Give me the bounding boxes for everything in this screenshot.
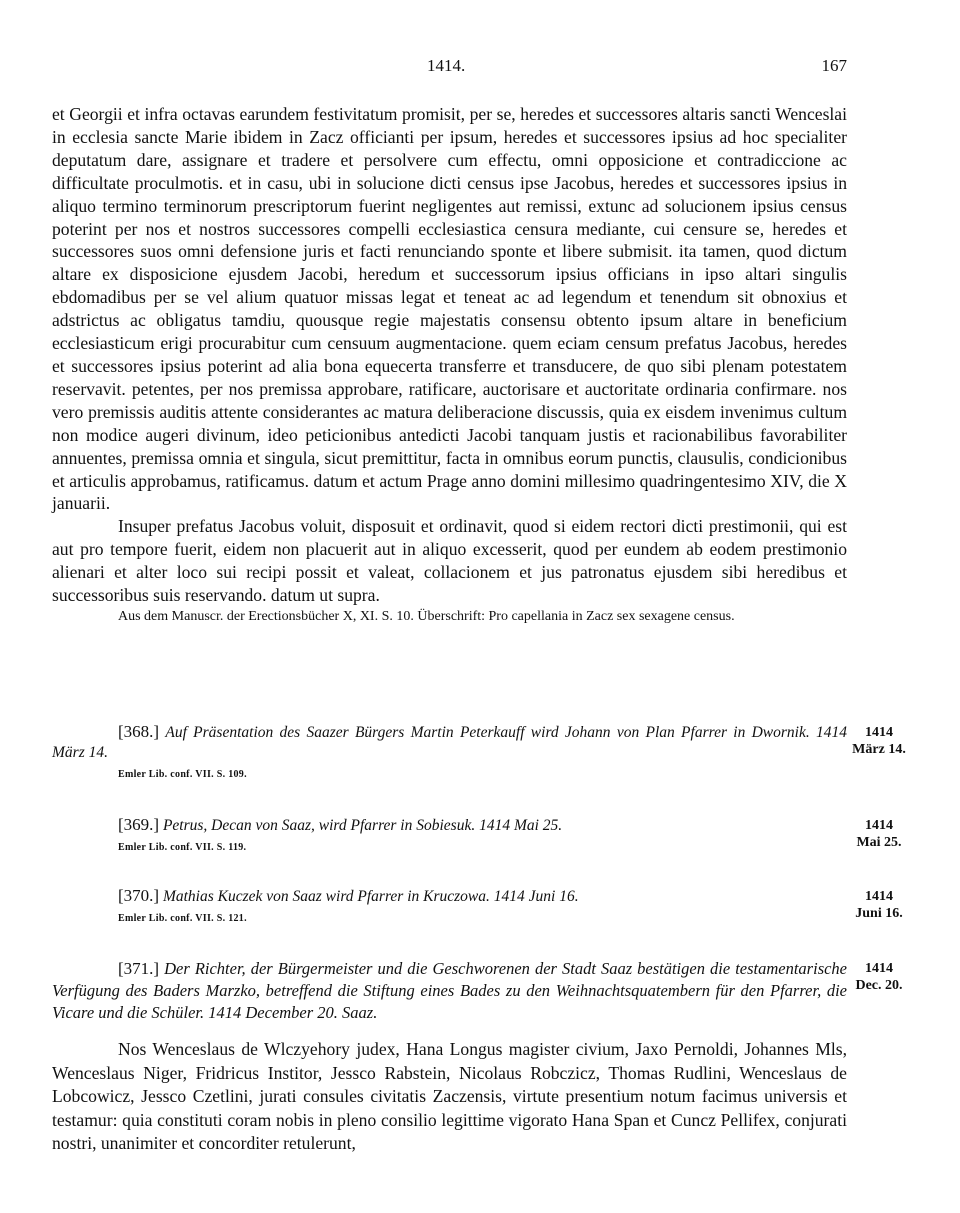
margin-day: Dec. 20. [855, 978, 903, 993]
entry-title: Mathias Kuczek von Saaz wird Pfarrer in Kruczowa. 1414 Juni 16. [162, 888, 579, 905]
margin-year: 1414 [865, 961, 893, 976]
entry-title: Petrus, Decan von Saaz, wird Pfarrer in Sobiesuk. 1414 Mai 25. [162, 817, 563, 834]
entry-heading [52, 886, 847, 907]
entry-heading [52, 958, 847, 1024]
margin-date [851, 960, 907, 994]
document-page [52, 0, 907, 1213]
final-text [52, 1038, 847, 1156]
margin-date [851, 888, 907, 922]
entry-370 [52, 886, 907, 924]
entry-title: Der Richter, der Bürgermeister und die Geschworenen der Stadt Saaz bestätigen die testamentarische Verfügung des Baders Marzko, betreffend die Stiftung eines Bades zu den Weihnachtsquatembern für den Pfarrer, die Vicare und die Schüler. 1414 December 20. Saaz. [52, 959, 848, 1022]
entry-number: [369.] [118, 815, 160, 834]
source-note: Aus dem Manuscr. der Erectionsbücher X, XI. S. 10. Überschrift: Pro capellania in Zacz sex sexagene census. [118, 608, 735, 624]
entry-number: [371.] [118, 959, 160, 978]
entry-reference: Emler Lib. conf. VII. S. 119. [118, 842, 247, 853]
page-number: 167 [821, 56, 847, 75]
body-paragraph-1: et Georgii et infra octavas earundem festivitatum promisit, per se, heredes et successores altaris sancti Wenceslai in ecclesia sancte Marie ibidem in Zacz officianti per ipsum, heredes et successores ipsius ad hoc specialiter deputatum dare, assignare et tradere et persolvere cum effectu, omni opposicione et contradiccione ac difficultate proculmotis. et in casu, ubi in solucione dicti census ipse Jacobus, heredes et successores ipsius in aliquo termino terminorum prescriptorum fuerint negligentes aut remissi, extunc ad solucionem ipsius census poterint per nos et nostros successores compelli ecclesiastica censura mediante, cui censure se, heredes et successores suos omni defensione juris et facti renunciando sponte et libere submisit. ita tamen, quod dictum altare ex disposicione ejusdem Jacobi, heredum et successorum ipsius officians in ipso altari singulis ebdomadibus per se vel alium quatuor missas legat et teneat ac ad legendum et tenendum sit obnoxius et adstrictus ac obligatus tamdiu, quousque regie majestatis consensu obtento ipsum altare in beneficium ecclesiasticum erigi procurabitur cum censuum augmentacione. quem eciam censum prefatus Jacobus, heredes et successores ipsius poterint ad alia bona equecerta transferre et transducere, de quo sibi plenam potestatem reservavit. petentes, per nos premissa approbare, ratificare, auctorisare et auctoritate ordinaria confirmare. nos vero premissis auditis attente considerantes ac matura deliberacione discussis, quia ex eisdem invenimus cultum non modice augeri divinum, ideo peticionibus antedicti Jacobi tanquam justis et racionabilibus favorabiliter annuentes, premissa omnia et singula, sicut premittitur, facta in omnibus eorum punctis, clausulis, condicionibus et articulis approbamus, ratificamus. datum et actum Prage anno domini millesimo quadringentesimo XIV, die X januarii. [52, 104, 847, 514]
margin-day: März 14. [852, 742, 906, 757]
margin-date [851, 724, 907, 758]
body-paragraph-2: Insuper prefatus Jacobus voluit, disposuit et ordinavit, quod si eidem rectori dicti prestimonii, qui est aut pro tempore fuerit, eidem non placuerit aut in aliquo excesserit, quod per eundem ab eodem prestimonio alienari et alter loco sui recipi possit et valeat, collacionem et jus patronatus ejusdem sibi heredibus et successoribus suis reservando. datum ut supra. [52, 516, 847, 606]
entry-heading [52, 722, 847, 763]
margin-year: 1414 [865, 818, 893, 833]
entry-title: Auf Präsentation des Saazer Bürgers Martin Peterkauff wird Johann von Plan Pfarrer in Dwornik. 1414 März 14. [52, 724, 848, 761]
running-head-year: 1414. [427, 56, 466, 75]
entry-number: [368.] [118, 722, 160, 741]
body-text [52, 103, 847, 626]
entry-reference: Emler Lib. conf. VII. S. 109. [118, 769, 247, 780]
entry-reference: Emler Lib. conf. VII. S. 121. [118, 913, 247, 924]
entry-369 [52, 815, 907, 853]
margin-day: Mai 25. [856, 835, 902, 850]
margin-date [851, 817, 907, 851]
final-paragraph: Nos Wenceslaus de Wlczyehory judex, Hana Longus magister civium, Jaxo Pernoldi, Johannes Mls, Wenceslaus Niger, Fridricus Institor, Jessco Rabstein, Nicolaus Robczicz, Thomas Rudlini, Wenceslaus de Lobcowicz, Jessco Czetlini, jurati consules civitatis Zaczensis, virtute presentium notum facimus universis et testamur: quia constituti coram nobis in pleno consilio legittime vigorato Hana Span et Cuncz Pellifex, conjurati nostri, unanimiter et concorditer retulerunt, [52, 1039, 847, 1153]
margin-year: 1414 [865, 889, 893, 904]
margin-day: Juni 16. [855, 906, 903, 921]
running-head [52, 56, 847, 80]
entry-heading [52, 815, 847, 836]
margin-year: 1414 [865, 725, 893, 740]
entry-371 [52, 958, 907, 1024]
entry-368 [52, 722, 907, 780]
entry-number: [370.] [118, 886, 160, 905]
